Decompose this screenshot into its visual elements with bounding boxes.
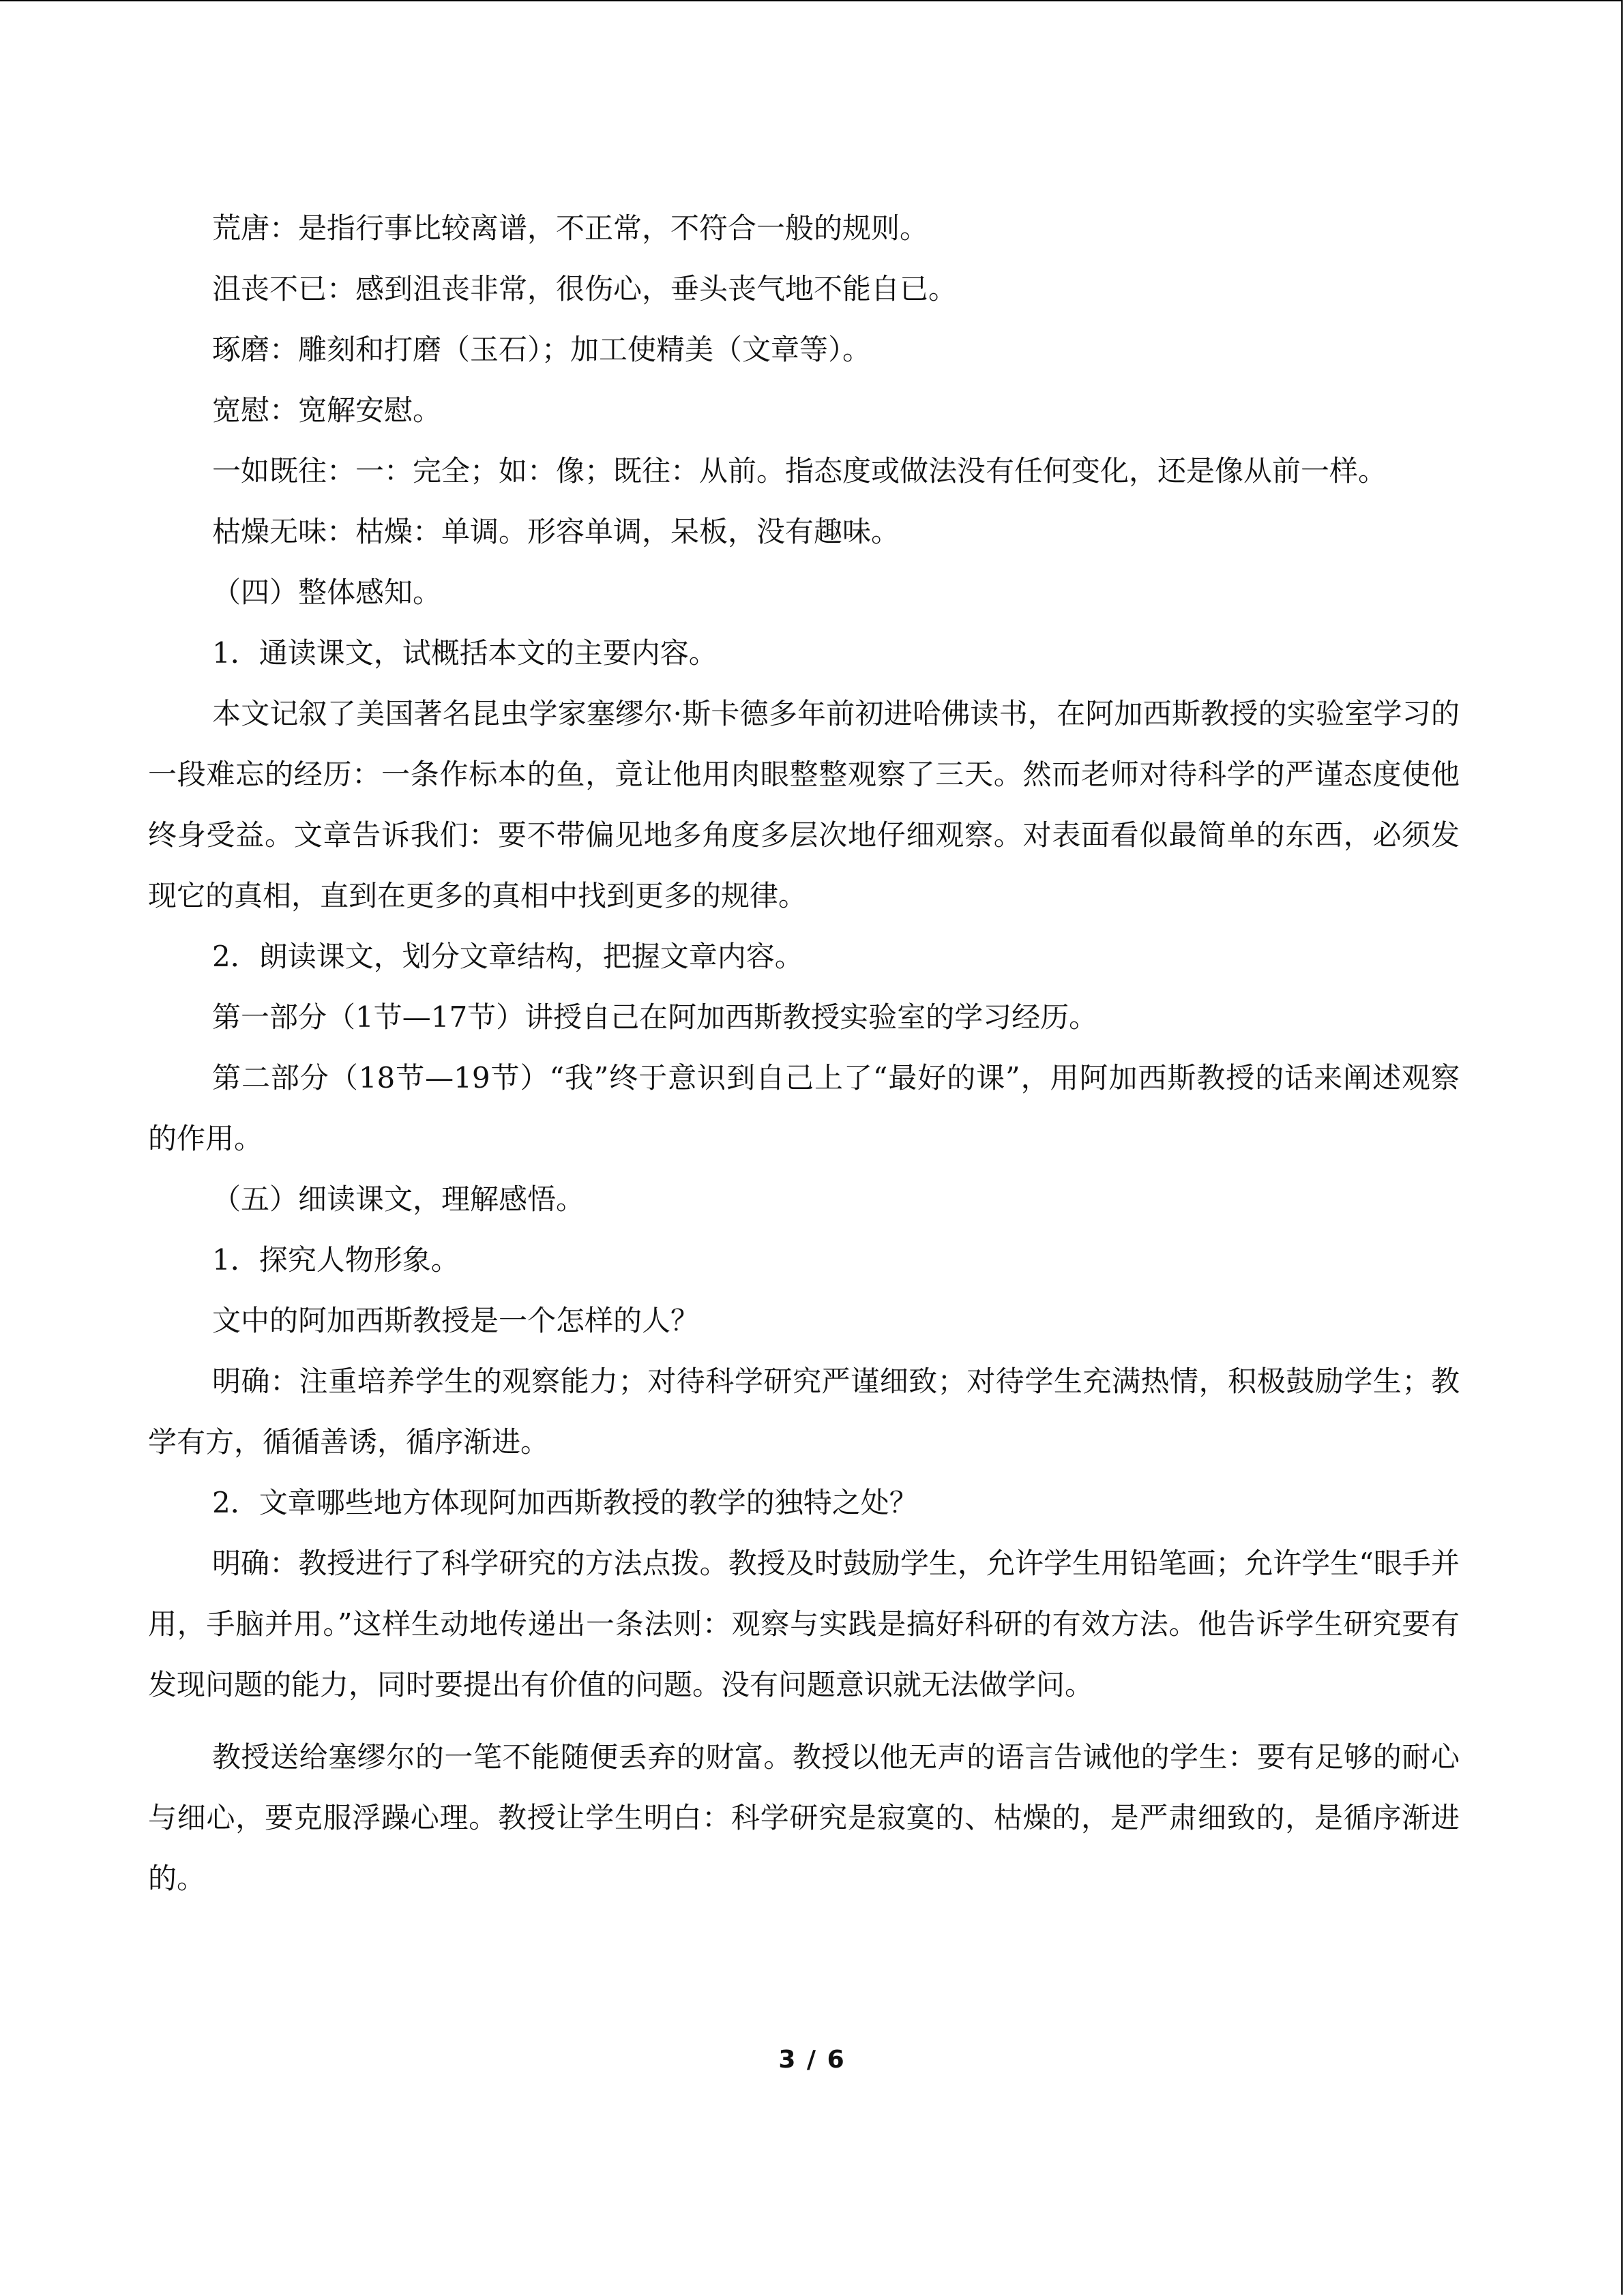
question-main-content: 1．通读课文，试概括本文的主要内容。 (212, 636, 718, 670)
paragraph-kuzaowuwei: 枯燥无味：枯燥：单调。形容单调，呆板，没有趣味。 (212, 515, 900, 548)
paragraph-kuanwei: 宽慰：宽解安慰。 (212, 393, 442, 427)
question-teaching-features: 2．文章哪些地方体现阿加西斯教授的教学的独特之处？ (212, 1486, 918, 1519)
paragraph-part-one: 第一部分（1节—17节）讲授自己在阿加西斯教授实验室的学习经历。 (212, 1000, 1098, 1034)
paragraph-part-two: 第二部分（18节—19节）“我”终于意识到自己上了“最好的课”，用阿加西斯教授的话来阐述观察的作用。 (148, 1061, 1460, 1155)
answer-teaching-method: 明确：教授进行了科学研究的方法点拨。教授及时鼓励学生，允许学生用铅笔画；允许学生“眼手并用，手脑并用。”这样生动地传递出一条法则：观察与实践是搞好科研的有效方法。他告诉学生研究要有发现问题的能力，同时要提出有价值的问题。没有问题意识就无法做学问。 (148, 1547, 1460, 1701)
section-heading-overall-perception: （四）整体感知。 (212, 576, 442, 609)
paragraph-jusang: 沮丧不已：感到沮丧非常，很伤心，垂头丧气地不能自已。 (212, 272, 958, 305)
section-heading-close-reading: （五）细读课文，理解感悟。 (212, 1182, 585, 1216)
answer-professor-traits: 明确：注重培养学生的观察能力；对待科学研究严谨细致；对待学生充满热情，积极鼓励学生；教学有方，循循善诱，循序渐进。 (148, 1365, 1460, 1459)
paragraph-huangtang: 荒唐：是指行事比较离谱，不正常，不符合一般的规则。 (212, 211, 929, 245)
page-number: 3 / 6 (778, 2046, 846, 2074)
document-body (148, 198, 1460, 1909)
paragraph-summary: 本文记叙了美国著名昆虫学家塞缪尔·斯卡德多年前初进哈佛读书，在阿加西斯教授的实验室学习的一段难忘的经历：一条作标本的鱼，竟让他用肉眼整整观察了三天。然而老师对待科学的严谨态度使他终身受益。文章告诉我们：要不带偏见地多角度多层次地仔细观察。对表面看似最简单的东西，必须发现它的真相，直到在更多的真相中找到更多的规律。 (148, 697, 1460, 912)
question-character: 1．探究人物形象。 (212, 1243, 460, 1277)
paragraph-zhuomo: 琢磨：雕刻和打磨（玉石）；加工使精美（文章等）。 (212, 333, 872, 366)
question-structure: 2．朗读课文，划分文章结构，把握文章内容。 (212, 940, 803, 973)
question-professor: 文中的阿加西斯教授是一个怎样的人？ (212, 1304, 700, 1337)
paragraph-yirujiwang: 一如既往：一：完全；如：像；既往：从前。指态度或做法没有任何变化，还是像从前一样。 (212, 454, 1387, 488)
paragraph-professor-gift: 教授送给塞缪尔的一笔不能随便丢弃的财富。教授以他无声的语言告诫他的学生：要有足够的耐心与细心，要克服浮躁心理。教授让学生明白：科学研究是寂寞的、枯燥的，是严肃细致的，是循序渐进的。 (148, 1740, 1460, 1895)
